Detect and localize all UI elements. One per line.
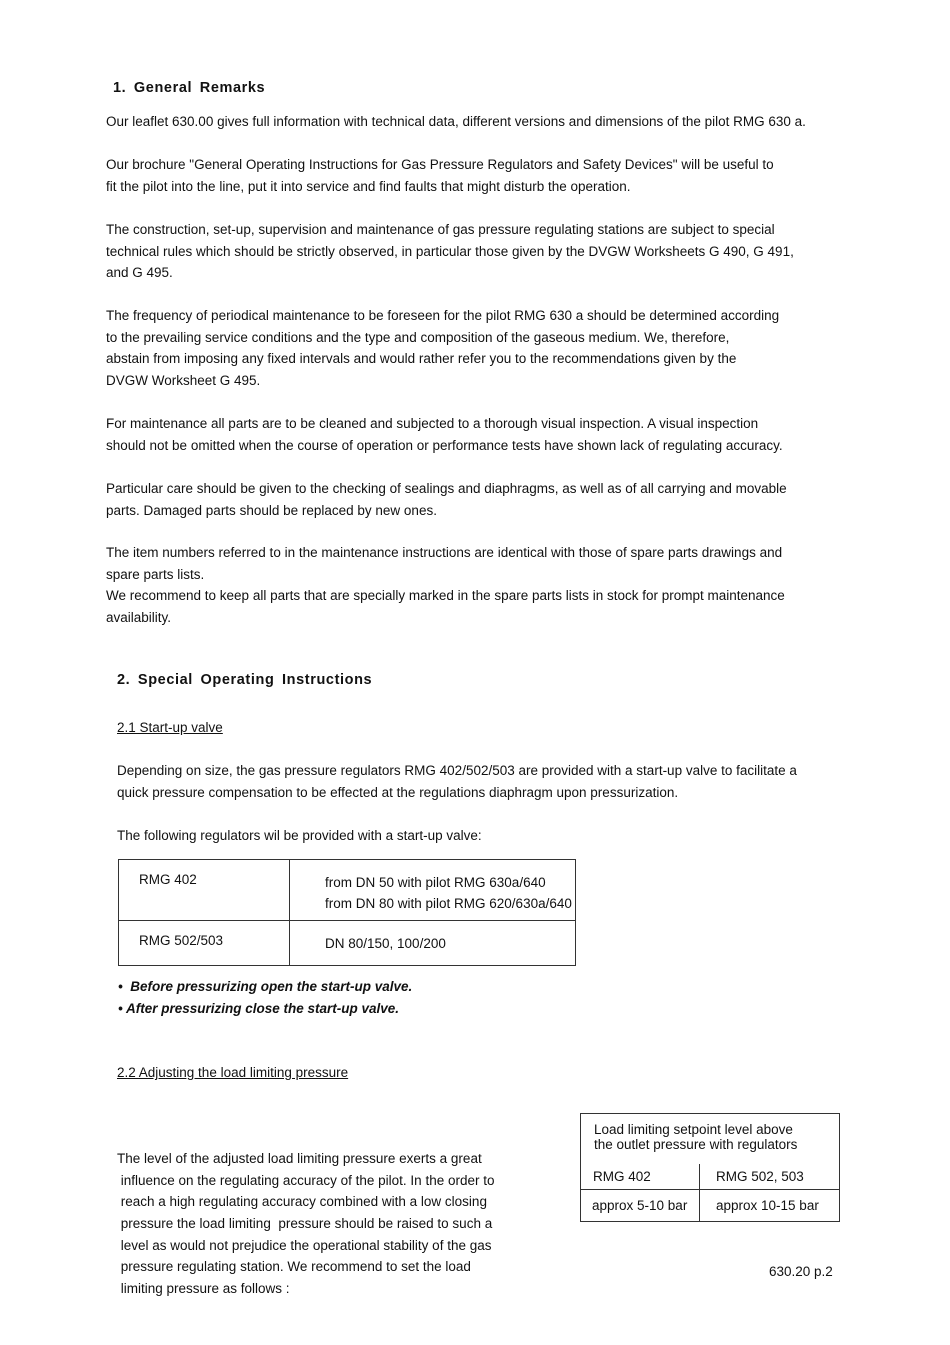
subsection-2-2-title: 2.2 Adjusting the load limiting pressure	[117, 1065, 349, 1080]
row-divider	[581, 1189, 839, 1190]
model-cell: RMG 502/503	[119, 921, 290, 966]
section-2-heading: 2. Special Operating Instructions	[117, 672, 373, 688]
paragraph-care: Particular care should be given to the checking of sealings and diaphragms, as well as of all carrying and movable parts. Damaged parts should be replaced by new ones.	[106, 481, 787, 518]
spec-cell: DN 80/150, 100/200	[290, 921, 576, 966]
column-header-rmg-502-503: RMG 502, 503	[716, 1169, 804, 1184]
paragraph-leaflet: Our leaflet 630.00 gives full information with technical data, different versions and dimensions of the pilot RMG 630 a.	[106, 114, 806, 129]
section-1-heading: 1. General Remarks	[113, 80, 266, 96]
value-rmg-402: approx 5-10 bar	[592, 1198, 688, 1213]
table-row	[119, 921, 576, 966]
column-divider	[699, 1164, 700, 1221]
spec-cell: from DN 50 with pilot RMG 630a/640 from DN 80 with pilot RMG 620/630a/640	[290, 860, 576, 921]
paragraph-startup-valve: Depending on size, the gas pressure regulators RMG 402/502/503 are provided with a start-up valve to facilitate a quick pressure compensation to be effected at the regulations diaphragm upon pressurization.	[117, 763, 797, 800]
model-cell: RMG 402	[119, 860, 290, 921]
paragraph-maintenance: For maintenance all parts are to be cleaned and subjected to a thorough visual inspection. A visual inspection should not be omitted when the course of operation or performance tests have shown lack of regulating accuracy.	[106, 416, 783, 453]
value-rmg-502-503: approx 10-15 bar	[716, 1198, 819, 1213]
paragraph-construction: The construction, set-up, supervision and maintenance of gas pressure regulating stations are subject to special technical rules which should be strictly observed, in particular those given by the DVGW Worksheets G 490, G 491, and G 495.	[106, 222, 794, 281]
paragraph-frequency: The frequency of periodical maintenance to be foreseen for the pilot RMG 630 a should be determined according to the prevailing service conditions and the type and composition of the gaseous medium. We, therefore, abstain from imposing any fixed intervals and would rather refer you to the recommendations given by the DVGW Worksheet G 495.	[106, 308, 780, 388]
paragraph-following-regulators: The following regulators wil be provided with a start-up valve:	[117, 828, 482, 843]
bullet-before-pressurizing: • Before pressurizing open the start-up valve.	[118, 979, 413, 994]
table-row	[119, 860, 576, 921]
paragraph-load-limiting: The level of the adjusted load limiting pressure exerts a great influence on the regulating accuracy of the pilot. In the order to reach a high regulating accuracy combined with a low closing pressure the load limiting pressure should be raised to such a level as would not prejudice the operational stability of the gas pressure regulating station. We recommend to set the load limiting pressure as follows :	[117, 1151, 495, 1296]
column-header-rmg-402: RMG 402	[593, 1169, 651, 1184]
startup-valve-table	[118, 859, 576, 966]
load-limiting-table-header: Load limiting setpoint level above the outlet pressure with regulators	[594, 1122, 798, 1152]
paragraph-brochure: Our brochure "General Operating Instructions for Gas Pressure Regulators and Safety Devices" will be useful to fit the pilot into the line, put it into service and find faults that might disturb the operation.	[106, 157, 774, 194]
bullet-after-pressurizing: • After pressurizing close the start-up valve.	[118, 1001, 400, 1016]
page-reference: 630.20 p.2	[769, 1264, 833, 1279]
paragraph-item-numbers: The item numbers referred to in the maintenance instructions are identical with those of spare parts drawings and spare parts lists. We recommend to keep all parts that are specially marked in the spare parts lists in stock for prompt maintenance availability.	[106, 545, 785, 625]
load-limiting-table	[580, 1113, 840, 1222]
subsection-2-1-title: 2.1 Start-up valve	[117, 720, 223, 735]
